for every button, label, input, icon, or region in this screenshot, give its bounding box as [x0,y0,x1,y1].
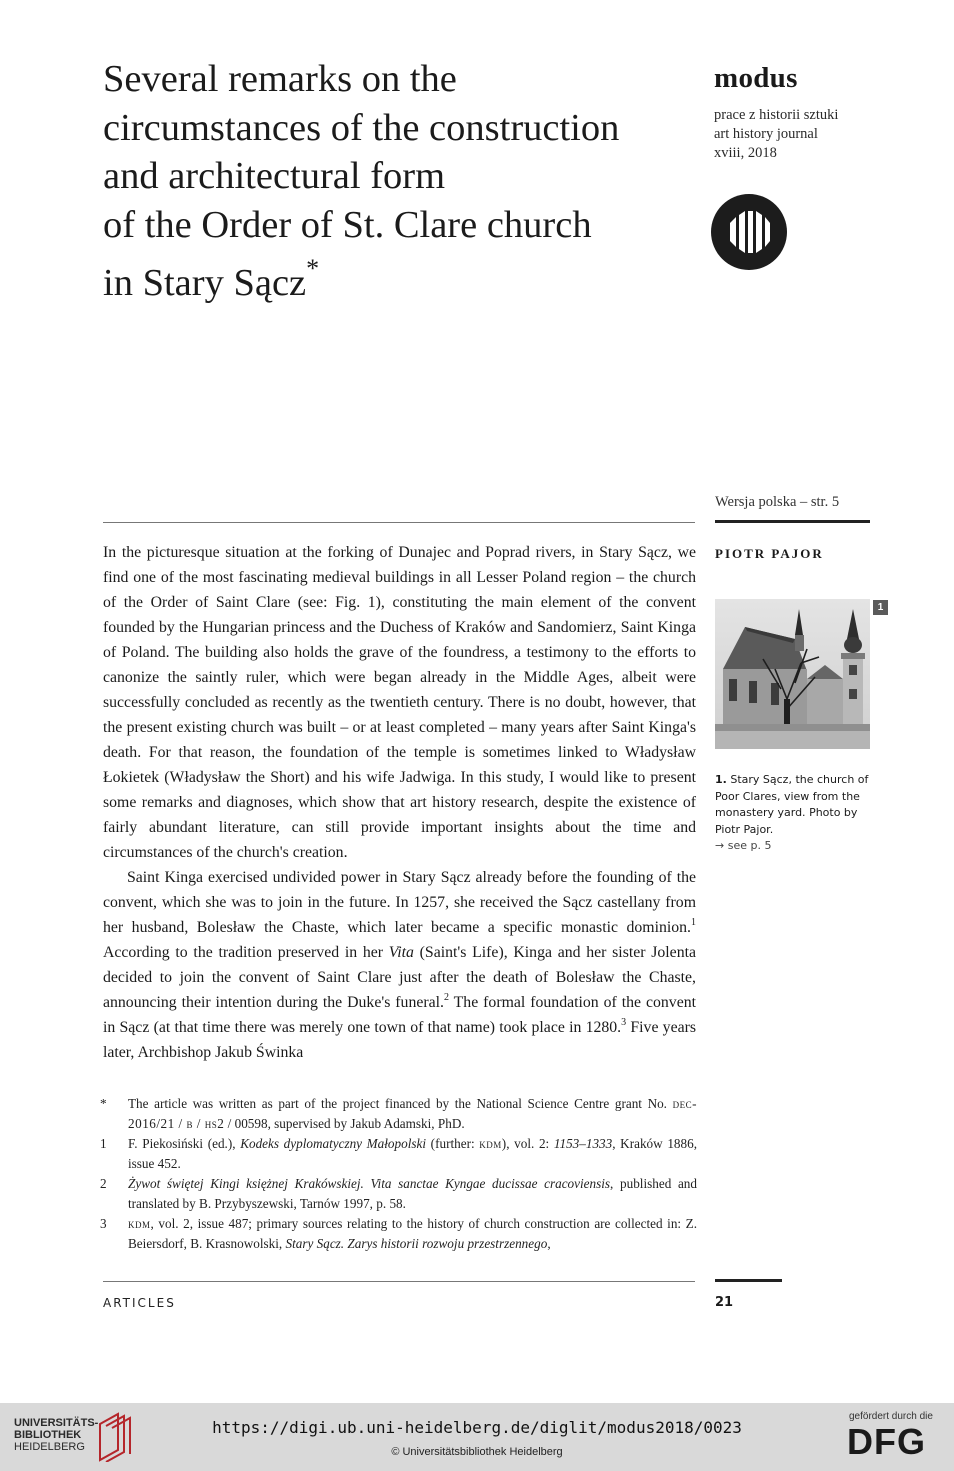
photo-credit: Photo by Piotr Pajor. [715,806,858,836]
paragraph-text: According to the tradition preserved in her [103,944,389,961]
see-page-link[interactable]: → see p. 5 [715,839,772,853]
journal-subtitle-en: art history journal [714,126,818,142]
footnote-text [128,1134,697,1174]
footnote-mark: * [100,1096,107,1111]
footnote-segment: The article was written as part of the project financed by the National Science Centre grant No. [128,1096,673,1111]
article-body [103,540,696,1065]
vita-term: Vita [388,944,414,961]
citation-title: Kodeks dyplomatyczny Małopolski [240,1136,427,1151]
footnote-text [128,1174,697,1214]
footnote-segment: F. Piekosiński (ed.), [128,1136,241,1151]
footnote-ref-3[interactable]: 3 [621,1016,627,1028]
footnote-segment: , vol. 2, issue 487; primary sources relating to the history of church construction are collected in: Z. Beiersdorf, B. Krasnowolski, [128,1216,697,1251]
journal-name: modus [714,62,798,94]
digitization-banner [0,1403,954,1471]
article-title [103,55,703,307]
figure-caption [715,772,885,855]
footnote-2 [100,1174,697,1214]
paragraph-2 [103,865,696,1065]
footnote-segment: (further: [426,1136,480,1151]
footnote-segment: , [547,1236,551,1251]
title-line [103,249,703,307]
library-line-3: HEIDELBERG [14,1441,85,1453]
title-line-text: in Stary Sącz [103,261,307,304]
title-footnote-mark: * [306,254,320,283]
title-line: circumstances of the construction [103,106,620,149]
journal-subtitle-pl: prace z historii sztuki [714,107,839,123]
footnote-segment: , Kraków 1886, issue 452. [128,1136,697,1171]
footer-divider [103,1281,695,1282]
journal-meta [714,106,838,163]
title-line: of the Order of St. Clare church [103,203,592,246]
footnote-ref-2[interactable]: 2 [443,991,449,1003]
footnote-mark: 2 [100,1176,107,1191]
citation-title: Stary Sącz. Zarys historii rozwoju przestrzennego [285,1236,548,1251]
paragraph-1: In the picturesque situation at the forking of Dunajec and Poprad rivers, in Stary Sącz, we find one of the most fascinating medieval buildings in all Lesser Poland region – the church of the Order of Saint Clare (see: Fig. 1), constituting the main element of the convent founded by the Hungarian princess and the Duchess of Kraków and Sandomierz, Saint Kinga of Poland. The building also holds the grave of the foundress, a testimony to the efforts to canonize the saintly ruler, which were began already in the Middle Ages, albeit were successfully concluded as recently as the twentieth century. There is no doubt, however, that the present existing church was built – or at least completed – many years after Saint Kinga's death. For that reason, the foundation of the temple is sometimes linked to Władysław Łokietek (Władysław the Short) and his wife Jadwiga. In this study, I would like to present some remarks and diagnoses, which show that art history research, despite the existence of fairly abundant literature, can still provide important insights about the time and circumstances of the church's creation. [103,544,696,861]
dfg-logo: DFG [847,1421,926,1462]
footnote-ref-1[interactable]: 1 [691,916,696,928]
footnotes [100,1094,697,1254]
footnote-mark: 1 [100,1136,107,1151]
sidebar-divider [715,520,870,523]
library-line-1: UNIVERSITÄTS- [14,1417,99,1429]
journal-issue: xviii, 2018 [714,145,777,161]
section-label: ARTICLES [103,1296,176,1310]
footnote-text [128,1214,697,1254]
page-number: 21 [715,1295,734,1310]
polish-version-link[interactable]: Wersja polska – str. 5 [715,494,840,510]
caption-number: 1. [715,773,727,786]
paragraph-text: Saint Kinga exercised undivided power in Stary Sącz already before the founding of the convent, which she was to join in the future. In 1257, she received the Sącz castellany from her husband, Bolesław the Chaste, which later became a specific monastic dominion. [103,869,696,936]
paragraph-text: The formal foundation of the convent in Sącz (at that time there was merely one town of that name) took place in 1280. [103,994,697,1036]
abbreviation: kdm [479,1136,502,1151]
author-name: PIOTR PAJOR [715,546,824,561]
footnote-mark: 3 [100,1216,107,1231]
paragraph-text: (Saint's Life), Kinga and her sister Jolenta decided to join the convent of Saint Clare just after the death of Bolesław the Chaste, announcing their intention during the Duke's funeral. [103,944,696,1011]
permalink-url[interactable]: https://digi.ub.uni-heidelberg.de/diglit/modus2018/0023 [212,1418,742,1437]
header-divider [103,522,695,523]
grant-number: dec-2016/21 / b / hs2 [128,1096,697,1131]
footer-side-divider [715,1279,782,1282]
caption-text: Stary Sącz, the church of Poor Clares, view from the monastery yard. [715,773,869,820]
library-line-2: BIBLIOTHEK [14,1429,82,1441]
figure-number-badge: 1 [873,600,888,615]
funded-by-label: gefördert durch die [849,1411,933,1422]
abbreviation: kdm [128,1216,151,1231]
footnote-text [128,1094,697,1134]
footnote-segment: ), vol. 2: [501,1136,554,1151]
paragraph-text: Five years later, Archbishop Jakub Świnka [103,1019,697,1061]
title-line: Several remarks on the [103,58,457,100]
footnote-3 [100,1214,697,1254]
citation-title: Żywot świętej Kingi księżnej Krakówskiej. Vita sanctae Kyngae ducissae cracoviensis [128,1176,611,1191]
footnote-1 [100,1134,697,1174]
footnote-star [100,1094,697,1134]
church-photo [715,599,870,749]
footnote-segment: / 00598, supervised by Jakub Adamski, PhD. [224,1116,465,1131]
journal-logo-icon [710,193,788,271]
copyright-notice: © Universitätsbibliothek Heidelberg [391,1446,563,1458]
citation-range: 1153–1333 [553,1136,613,1151]
footnote-segment: , published and translated by B. Przybyszewski, Tarnów 1997, p. 58. [128,1176,697,1211]
title-line: and architectural form [103,155,446,197]
